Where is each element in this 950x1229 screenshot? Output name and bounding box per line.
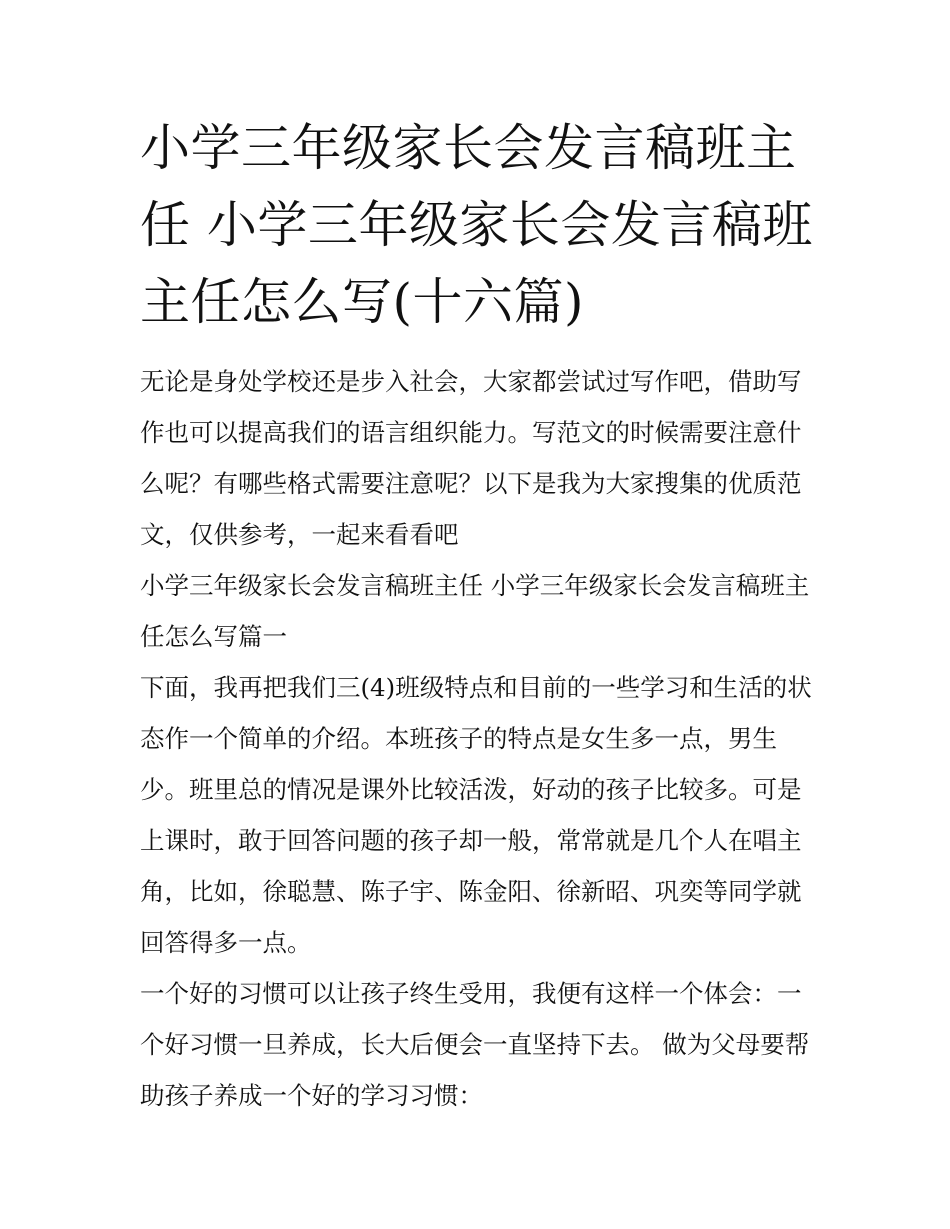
section-heading: 小学三年级家长会发言稿班主任 小学三年级家长会发言稿班主任怎么写篇一 [140, 571, 810, 651]
document-body [140, 110, 815, 1121]
intro-paragraph: 无论是身处学校还是步入社会，大家都尝试过写作吧，借助写作也可以提高我们的语言组织能力。写范文的时候需要注意什么呢？有哪些格式需要注意呢？以下是我为大家搜集的优质范文，仅供参考，一起来看看吧 [140, 367, 802, 549]
body-paragraph-habits: 一个好的习惯可以让孩子终生受用，我便有这样一个体会：一个好习惯一旦养成，长大后便会一直坚持下去。 做为父母要帮助孩子养成一个好的学习习惯： [140, 979, 810, 1110]
document-title: 小学三年级家长会发言稿班主任 小学三年级家长会发言稿班主任怎么写(十六篇) [140, 119, 813, 331]
body-paragraph-class-intro: 下面，我再把我们三(4)班级特点和目前的一些学习和生活的状态作一个简单的介绍。本班孩子的特点是女生多一点，男生少。班里总的情况是课外比较活泼，好动的孩子比较多。可是上课时，敢于回答问题的孩子却一般，常常就是几个人在唱主角，比如，徐聪慧、陈子宇、陈金阳、徐新昭、巩奕等同学就回答得多一点。 [140, 673, 812, 957]
